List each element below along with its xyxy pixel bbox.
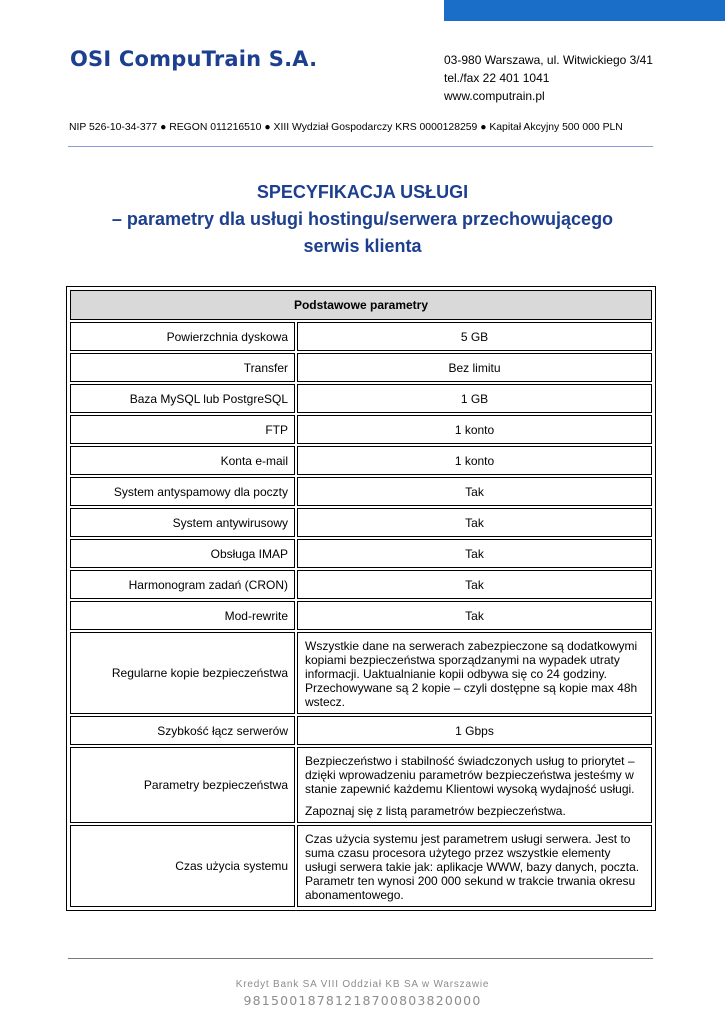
row-value-security-params <box>297 747 652 823</box>
row-value-antispam: Tak <box>297 477 652 506</box>
row-value-system-time <box>297 825 652 907</box>
row-label-database: Baza MySQL lub PostgreSQL <box>70 384 295 413</box>
table-row <box>70 601 652 630</box>
row-value-transfer: Bez limitu <box>297 353 652 382</box>
table-row <box>70 747 652 823</box>
table-row <box>70 570 652 599</box>
spec-table-header: Podstawowe parametry <box>70 290 652 320</box>
table-row <box>70 508 652 537</box>
row-label-system-time: Czas użycia systemu <box>70 825 295 907</box>
row-value-email-accounts: 1 konto <box>297 446 652 475</box>
row-label-antispam: System antyspamowy dla poczty <box>70 477 295 506</box>
table-row <box>70 716 652 745</box>
company-address <box>444 51 653 105</box>
row-label-email-accounts: Konta e-mail <box>70 446 295 475</box>
header-divider <box>68 146 653 147</box>
row-label-cron: Harmonogram zadań (CRON) <box>70 570 295 599</box>
row-value-ftp: 1 konto <box>297 415 652 444</box>
system-time-description: Czas użycia systemu jest parametrem usługi serwera. Jest to suma czasu procesora użytego przez wszystkie elementy usługi serwera takie jak: aplikacje WWW, bazy danych, poczta. Parametr ten wynosi 200 000 sekund w trakcie trwania okresu abonamentowego. <box>305 832 640 902</box>
table-row <box>70 415 652 444</box>
title-line-2: – parametry dla usługi hostingu/serwera przechowującego <box>111 209 614 229</box>
table-row <box>70 353 652 382</box>
table-row <box>70 384 652 413</box>
spec-table-header-row <box>70 290 652 320</box>
row-label-ftp: FTP <box>70 415 295 444</box>
title-line-3: serwis klienta <box>303 236 422 256</box>
table-row <box>70 446 652 475</box>
title-line-1: SPECYFIKACJA USŁUGI <box>256 182 469 202</box>
company-logo: OSI CompuTrain S.A. <box>70 47 318 71</box>
footer-divider <box>68 958 653 959</box>
row-label-security-params: Parametry bezpieczeństwa <box>70 747 295 823</box>
row-value-database: 1 GB <box>297 384 652 413</box>
row-value-link-speed: 1 Gbps <box>297 716 652 745</box>
security-description: Bezpieczeństwo i stabilność świadczonych usług to priorytet – dzięki wprowadzeniu parametrów bezpieczeństwa jesteśmy w stanie zapewnić każdemu Klientowi wysoką wydajność usługi. <box>305 754 635 796</box>
table-row <box>70 632 652 714</box>
row-label-antivirus: System antywirusowy <box>70 508 295 537</box>
spec-table <box>66 286 656 911</box>
row-label-link-speed: Szybkość łącz serwerów <box>70 716 295 745</box>
row-value-imap: Tak <box>297 539 652 568</box>
table-row <box>70 539 652 568</box>
header-accent-bar <box>444 0 725 21</box>
row-value-cron: Tak <box>297 570 652 599</box>
security-params-link[interactable]: Zapoznaj się z listą parametrów bezpieczeństwa. <box>305 804 566 818</box>
address-street: 03-980 Warszawa, ul. Witwickiego 3/41 <box>444 53 653 67</box>
row-value-antivirus: Tak <box>297 508 652 537</box>
document-title <box>0 179 725 260</box>
company-registry-info: NIP 526-10-34-377 ● REGON 011216510 ● XIII Wydział Gospodarczy KRS 0000128259 ● Kapitał Akcyjny 500 000 PLN <box>69 122 623 133</box>
table-row <box>70 322 652 351</box>
row-value-mod-rewrite: Tak <box>297 601 652 630</box>
address-phone: tel./fax 22 401 1041 <box>444 71 550 85</box>
row-label-backups: Regularne kopie bezpieczeństwa <box>70 632 295 714</box>
row-value-backups <box>297 632 652 714</box>
row-label-imap: Obsługa IMAP <box>70 539 295 568</box>
footer-bank-name: Kredyt Bank SA VIII Oddział KB SA w Warszawie <box>235 979 490 990</box>
address-website[interactable]: www.computrain.pl <box>444 89 545 103</box>
row-value-disk-space: 5 GB <box>297 322 652 351</box>
row-label-transfer: Transfer <box>70 353 295 382</box>
table-row <box>70 825 652 907</box>
backups-description: Wszystkie dane na serwerach zabezpieczone są dodatkowymi kopiami bezpieczeństwa sporządzanymi na wypadek utraty informacji. Uaktualnianie kopii odbywa się co 24 godziny. Przechowywane są 2 kopie – czyli dostępne są kopie max 48h wstecz. <box>305 639 638 709</box>
row-label-disk-space: Powierzchnia dyskowa <box>70 322 295 351</box>
row-label-mod-rewrite: Mod-rewrite <box>70 601 295 630</box>
table-row <box>70 477 652 506</box>
footer-account-number: 98150018781218700803820000 <box>243 993 482 1008</box>
